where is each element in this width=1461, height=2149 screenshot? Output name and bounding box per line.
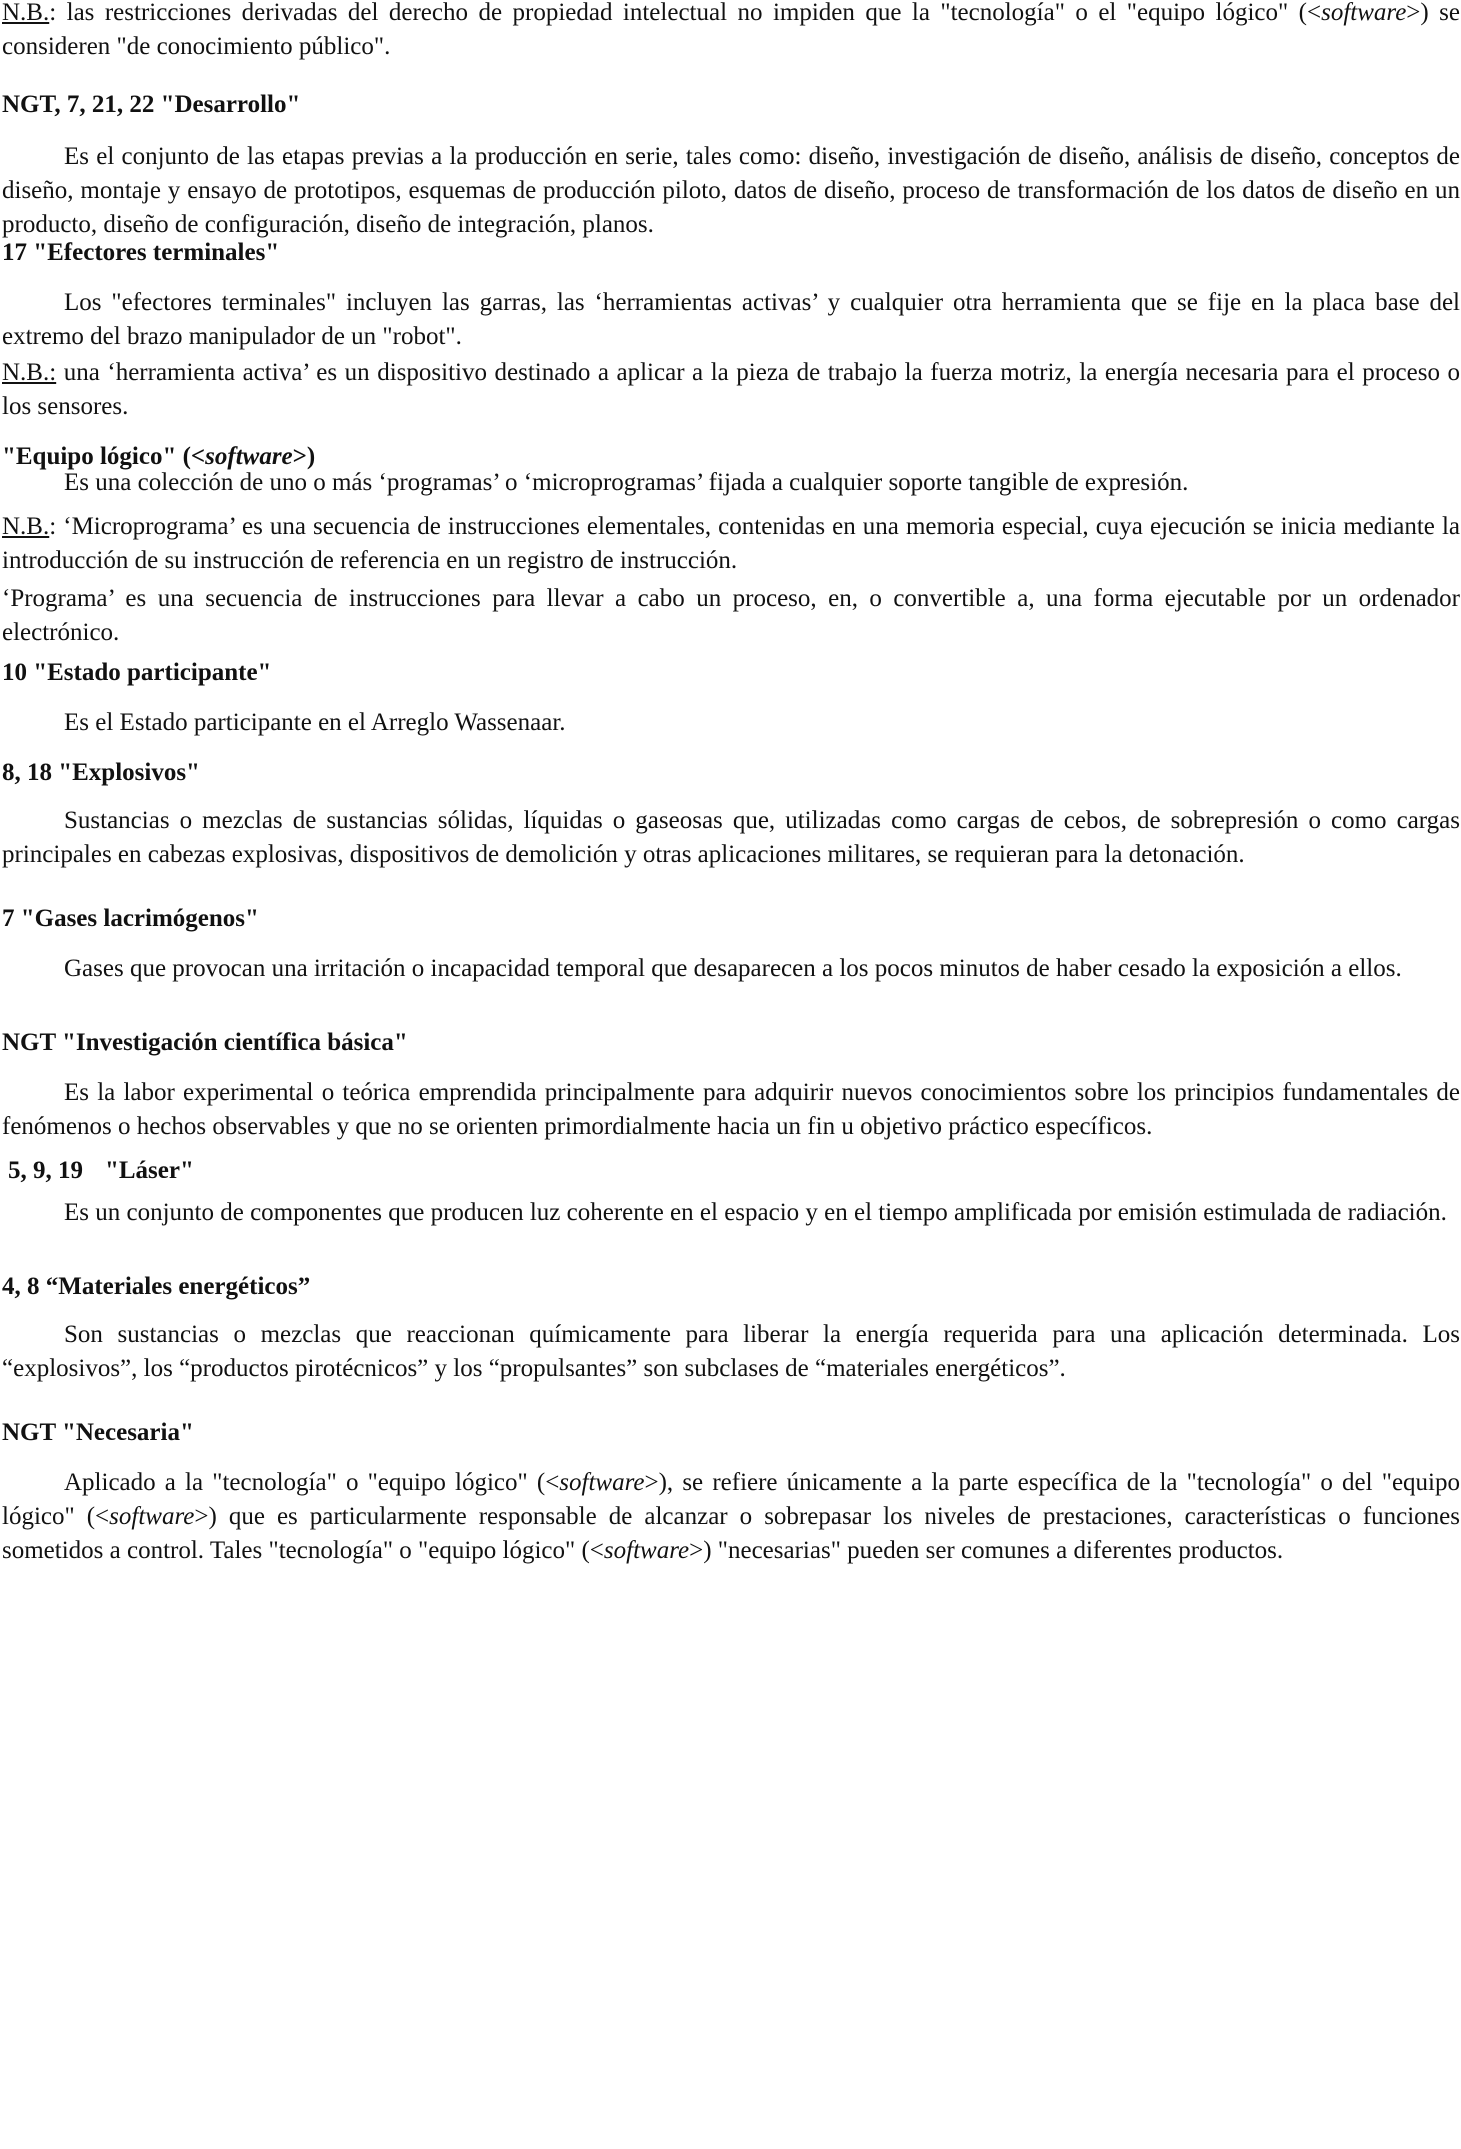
definition-paragraph: Son sustancias o mezclas que reaccionan químicamente para liberar la energía requerida para una aplicación determinada. Los “explosivos”, los “productos pirotécnicos” y los “propulsantes” son subclases de “materiales energéticos”. bbox=[2, 1321, 1460, 1382]
nb-label: N.B.: bbox=[2, 359, 57, 386]
nb-paragraph: N.B.: las restricciones derivadas del derecho de propiedad intelectual no impiden que la "tecnología" o el "equipo lógico" (<software>) se consideren "de conocimiento público". bbox=[2, 0, 1461, 60]
definition-paragraph: Gases que provocan una irritación o incapacidad temporal que desaparecen a los pocos minutos de haber cesado la exposición a ellos. bbox=[64, 955, 1402, 982]
definition-paragraph: Es un conjunto de componentes que producen luz coherente en el espacio y en el tiempo amplificada por emisión estimulada de radiación. bbox=[64, 1199, 1447, 1226]
term-heading: 4, 8 “Materiales energéticos” bbox=[2, 1273, 311, 1300]
term-heading: NGT "Necesaria" bbox=[2, 1419, 194, 1446]
nb-label: N.B. bbox=[2, 0, 50, 26]
term-heading: 8, 18 "Explosivos" bbox=[2, 759, 200, 786]
nb-paragraph: N.B.: una ‘herramienta activa’ es un dispositivo destinado a aplicar a la pieza de trabajo la fuerza motriz, la energía necesaria para el proceso o los sensores. bbox=[2, 359, 1460, 420]
term-heading: NGT, 7, 21, 22 "Desarrollo" bbox=[2, 91, 301, 118]
term-heading: "Equipo lógico" (<software>) bbox=[2, 443, 316, 470]
definition-paragraph: ‘Programa’ es una secuencia de instrucciones para llevar a cabo un proceso, en, o convertible a, una forma ejecutable por un ordenador electrónico. bbox=[2, 585, 1460, 646]
definition-paragraph: Es el conjunto de las etapas previas a la producción en serie, tales como: diseño, investigación de diseño, análisis de diseño, conceptos de diseño, montaje y ensayo de prototipos, esquemas de producción piloto, datos de diseño, proceso de transformación de los datos de diseño en un producto, diseño de configuración, diseño de integración, planos. bbox=[2, 143, 1460, 238]
definition-paragraph: Es la labor experimental o teórica emprendida principalmente para adquirir nuevos conocimientos sobre los principios fundamentales de fenómenos o hechos observables y que no se orienten primordialmente hacia un fin u objetivo práctico específicos. bbox=[2, 1079, 1460, 1140]
definition-paragraph: Es el Estado participante en el Arreglo Wassenaar. bbox=[64, 709, 566, 736]
term-heading: 5, 9, 19 "Láser" bbox=[8, 1157, 194, 1184]
term-heading: 10 "Estado participante" bbox=[2, 659, 272, 686]
definition-paragraph: Es una colección de uno o más ‘programas’ o ‘microprogramas’ fijada a cualquier soporte tangible de expresión. bbox=[64, 469, 1189, 496]
nb-paragraph: N.B.: ‘Microprograma’ es una secuencia de instrucciones elementales, contenidas en una memoria especial, cuya ejecución se inicia mediante la introducción de su instrucción de referencia en un registro de instrucción. bbox=[2, 513, 1460, 574]
definition-paragraph: Aplicado a la "tecnología" o "equipo lógico" (<software>), se refiere únicamente a la parte específica de la "tecnología" o del "equipo lógico" (<software>) que es particularmente responsable de alcanzar o sobrepasar los niveles de prestaciones, características o funciones sometidos a control. Tales "tecnología" o "equipo lógico" (<software>) "necesarias" pueden ser comunes a diferentes productos. bbox=[2, 1469, 1460, 1564]
term-heading: NGT "Investigación científica básica" bbox=[2, 1029, 408, 1056]
term-heading: 7 "Gases lacrimógenos" bbox=[2, 905, 259, 932]
term-heading: 17 "Efectores terminales" bbox=[2, 239, 280, 266]
nb-label: N.B. bbox=[2, 513, 50, 540]
definition-paragraph: Sustancias o mezclas de sustancias sólidas, líquidas o gaseosas que, utilizadas como cargas de cebos, de sobrepresión o como cargas principales en cabezas explosivas, dispositivos de demolición y otras aplicaciones militares, se requieran para la detonación. bbox=[2, 807, 1460, 868]
definition-paragraph: Los "efectores terminales" incluyen las garras, las ‘herramientas activas’ y cualquier otra herramienta que se fije en la placa base del extremo del brazo manipulador de un "robot". bbox=[2, 289, 1460, 350]
